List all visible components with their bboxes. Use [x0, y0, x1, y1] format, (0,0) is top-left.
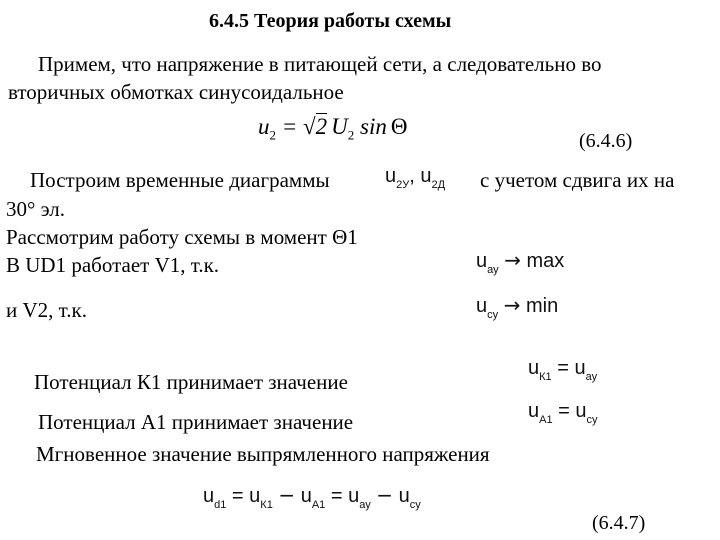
formula-uay-max: $u_{ау} \to \max$	[476, 248, 565, 276]
intro-line-1: Примем, что напряжение в питающей сети, а следовательно во	[38, 52, 602, 76]
a1-line: Потенциал А1 принимает значение	[38, 410, 354, 434]
section-title: 6.4.5 Теория работы схемы	[209, 10, 452, 32]
build-line-1-end: с учетом сдвига их на	[480, 168, 675, 192]
k1-line: Потенциал К1 принимает значение	[34, 370, 348, 394]
formula-u2y-u2d: $u_{2У}$, $u_{2Д}$	[385, 165, 446, 191]
build-line-1: Построим временные диаграммы	[30, 168, 330, 192]
formula-ud1: $u_{d1} = u_{К1} - u_{А1} = u_{ау} - u_{су}$	[203, 483, 421, 511]
formula-ua1-ucy: $u_{А1} = u_{су}$	[528, 400, 598, 426]
build-line-2: 30° эл.	[6, 197, 66, 221]
formula-uk1-uay: $u_{К1} = u_{ау}$	[528, 357, 598, 383]
intro-line-2: вторичных обмотках синусоидальное	[8, 80, 344, 104]
instant-line: Мгновенное значение выпрямленного напряжения	[36, 442, 490, 466]
v2-line: и V2, т.к.	[6, 298, 87, 322]
consider-line: Рассмотрим работу схемы в момент Θ1	[6, 225, 358, 249]
equation-number-6-4-7: (6.4.7)	[592, 512, 646, 534]
formula-ucy-min: $u_{су} \to \min$	[476, 293, 559, 321]
formula-u2: $u_2 = √2$ $U_2$ sin Θ	[258, 114, 408, 143]
equation-number-6-4-6: (6.4.6)	[579, 130, 633, 152]
ud1-line: В UD1 работает V1, т.к.	[6, 253, 220, 277]
